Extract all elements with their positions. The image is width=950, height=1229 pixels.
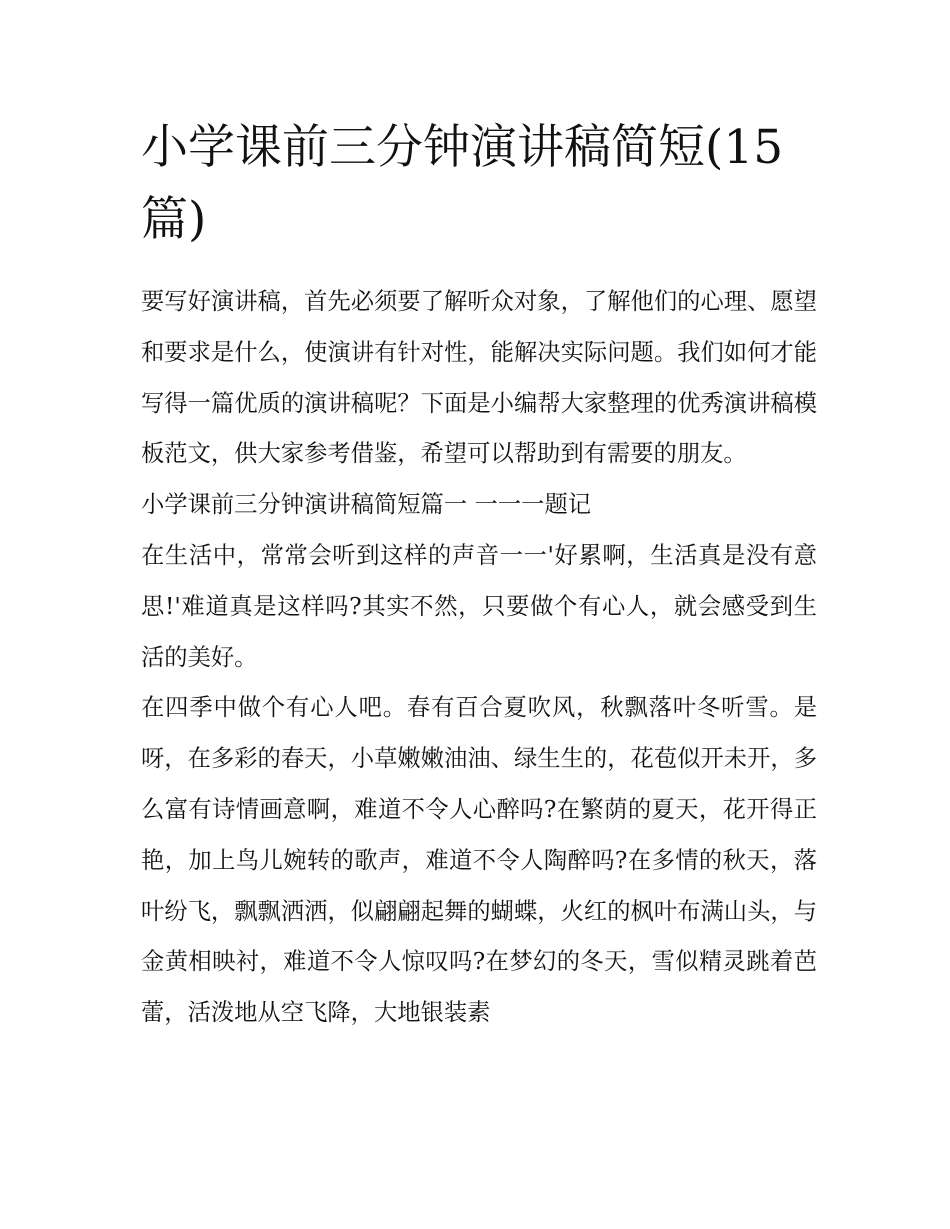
section-heading: 小学课前三分钟演讲稿简短篇一 一一一题记 (141, 491, 592, 519)
body-paragraph: 在生活中，常常会听到这样的声音一一'好累啊，生活真是没有意思!'难道真是这样吗?其实不然，只要做个有心人，就会感受到生活的美好。 (141, 541, 817, 671)
body-paragraph: 在四季中做个有心人吧。春有百合夏吹风，秋飘落叶冬听雪。是呀，在多彩的春天，小草嫩嫩油油、绿生生的，花苞似开未开，多么富有诗情画意啊，难道不令人心醉吗?在繁荫的夏天，花开得正艳，加上鸟儿婉转的歌声，难道不令人陶醉吗?在多情的秋天，落叶纷飞，飘飘洒洒，似翩翩起舞的蝴蝶，火红的枫叶布满山头，与金黄相映衬，难道不令人惊叹吗?在梦幻的冬天，雪似精灵跳着芭蕾，活泼地从空飞降，大地银装素 (141, 694, 817, 1027)
document-title: 小学课前三分钟演讲稿简短(15篇) (141, 120, 784, 247)
document-body (141, 277, 817, 1039)
intro-paragraph: 要写好演讲稿，首先必须要了解听众对象，了解他们的心理、愿望和要求是什么，使演讲有针对性，能解决实际问题。我们如何才能写得一篇优质的演讲稿呢？下面是小编帮大家整理的优秀演讲稿模板范文，供大家参考借鉴，希望可以帮助到有需要的朋友。 (141, 288, 817, 468)
